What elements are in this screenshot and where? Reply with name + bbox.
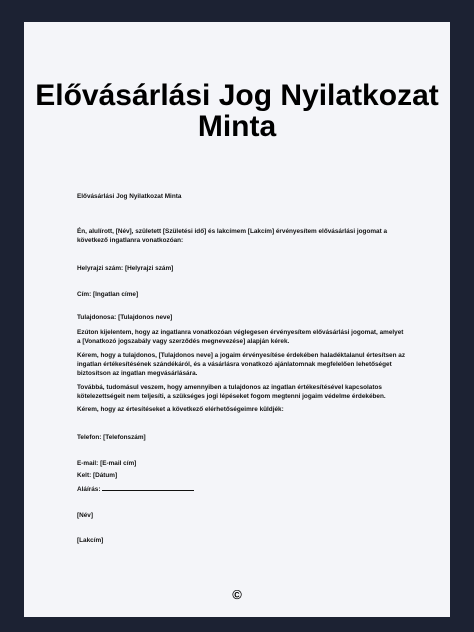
parcel-number-field: Helyrajzi szám: [Helyrajzi szám] [77,265,174,272]
copyright-icon: © [232,587,242,602]
signature-line [102,483,194,491]
declaration-paragraph: Ezúton kijelentem, hogy az ingatlanra vonatkozóan véglegesen érvényesítem elővásárlási jogomat, amelyet a [Vonatkozó jogszabály vagy szerződés megnevezése] alapján kérek. [77,329,404,345]
phone-field: Telefon: [Telefonszám] [77,434,146,441]
signature-label: Aláírás: [77,486,101,493]
owner-field: Tulajdonosa: [Tulajdonos neve] [77,314,173,321]
document-body [77,170,407,545]
document-subtitle: Elővásárlási Jog Nyilatkozat Minta [77,193,182,200]
email-field: E-mail: [E-mail cím] [77,460,137,467]
legal-steps-paragraph: Továbbá, tudomásul veszem, hogy amennyiben a tulajdonos az ingatlan értékesítésével kapcsolatos kötelezettségeit nem teljesíti, a szükséges jogi lépéseket fogom megtenni jogaim védelme érdekében. [77,384,386,400]
notification-paragraph: Kérem, hogy a tulajdonos, [Tulajdonos neve] a jogaim érvényesítése érdekében haladéktalanul értesítsen az ingatlan értékesítésének szándékáról, és a vásárlásra vonatkozó ajánlatomnak megfelelően lehetőséget biztosítson az ingatlan megvásárlására. [77,352,406,377]
intro-paragraph: Én, alulírott, [Név], született [Születési idő] és lakcímem [Lakcím] érvényesítem elővásárlási jogomat a következő ingatlanra vonatkozóan: [77,228,388,244]
address-placeholder: [Lakcím] [77,537,104,544]
page-title: Elővásárlási Jog Nyilatkozat Minta [35,79,439,143]
document-page [24,22,450,617]
date-field: Kelt: [Dátum] [77,472,118,479]
address-field: Cím: [Ingatlan címe] [77,291,139,298]
contact-request: Kérem, hogy az értesítéseket a következő elérhetőségeimre küldjék: [77,406,284,413]
name-placeholder: [Név] [77,512,93,519]
signature-field [77,483,407,494]
